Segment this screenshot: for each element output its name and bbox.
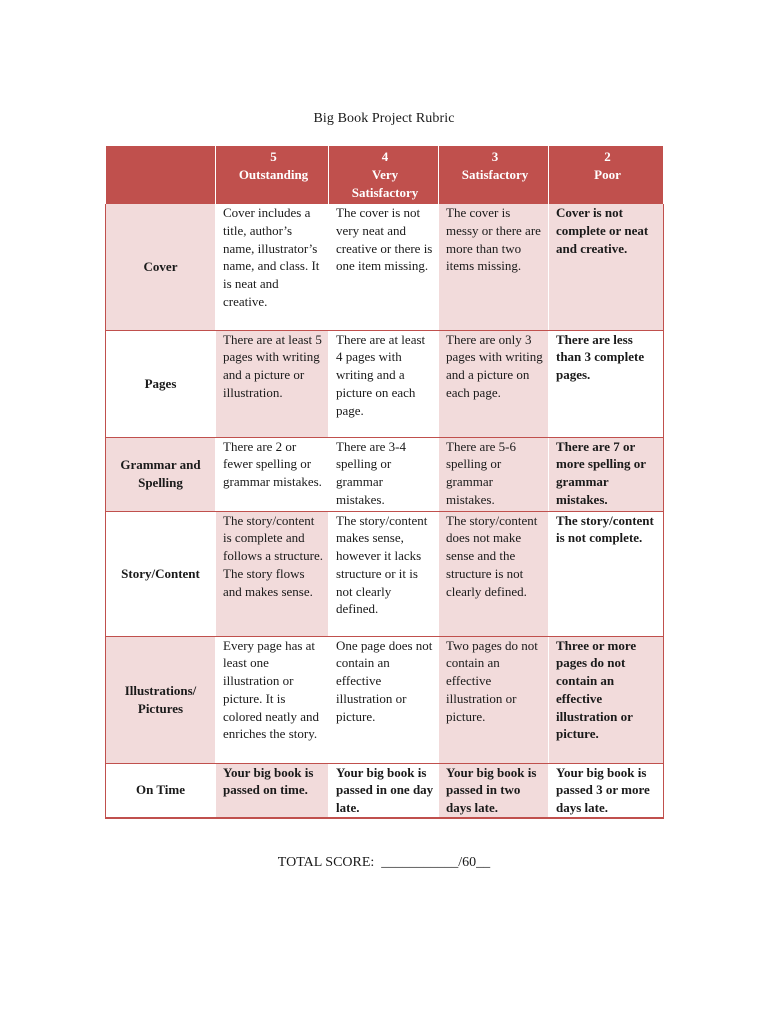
score-label: Outstanding <box>238 166 309 182</box>
row-criterion: Pages <box>106 330 216 437</box>
table-cell: Cover includes a title, author’s name, illustrator’s name, and class. It is neat and creative. <box>216 204 329 330</box>
header-cell-poor <box>549 146 664 204</box>
table-cell: The story/content is not complete. <box>549 511 664 636</box>
page-title: Big Book Project Rubric <box>313 111 455 126</box>
score-label: Satisfactory <box>461 166 529 182</box>
row-criterion: Illustrations/ Pictures <box>106 636 216 763</box>
total-score-label: TOTAL SCORE: <box>277 855 375 870</box>
header-cell-satisfactory <box>439 146 549 204</box>
row-criterion: Grammar and Spelling <box>106 437 216 511</box>
table-row <box>106 511 664 636</box>
score-value: 2 <box>604 149 611 164</box>
total-score-blank: ___________/60__ <box>381 855 491 870</box>
total-score <box>0 855 768 871</box>
table-cell: The cover is messy or there are more than two items missing. <box>439 204 549 330</box>
table-row <box>106 330 664 437</box>
table-cell: There are 2 or fewer spelling or grammar mistakes. <box>216 437 329 511</box>
row-criterion: Story/Content <box>106 511 216 636</box>
table-cell: Your big book is passed in two days late. <box>439 763 549 818</box>
table-cell: There are 3-4 spelling or grammar mistakes. <box>329 437 439 511</box>
table-cell: There are at least 4 pages with writing and a picture on each page. <box>329 330 439 437</box>
table-cell: Your big book is passed on time. <box>216 763 329 818</box>
table-cell: The story/content makes sense, however it lacks structure or it is not clearly defined. <box>329 511 439 636</box>
header-cell-very-satisfactory <box>329 146 439 204</box>
table-cell: The story/content is complete and follows a structure. The story flows and makes sense. <box>216 511 329 636</box>
table-cell: There are less than 3 complete pages. <box>549 330 664 437</box>
table-cell: The story/content does not make sense and the structure is not clearly defined. <box>439 511 549 636</box>
table-cell: The cover is not very neat and creative or there is one item missing. <box>329 204 439 330</box>
row-criterion: Cover <box>106 204 216 330</box>
score-label: Poor <box>594 166 621 182</box>
table-cell: One page does not contain an effective illustration or picture. <box>329 636 439 763</box>
table-cell: There are 5-6 spelling or grammar mistakes. <box>439 437 549 511</box>
table-cell: Cover is not complete or neat and creative. <box>549 204 664 330</box>
score-value: 5 <box>270 149 277 164</box>
row-criterion: On Time <box>106 763 216 818</box>
table-cell: There are at least 5 pages with writing and a picture or illustration. <box>216 330 329 437</box>
score-label: Very Satisfactory <box>351 166 419 200</box>
rubric-table <box>105 146 664 819</box>
table-cell: There are only 3 pages with writing and a picture on each page. <box>439 330 549 437</box>
table-row <box>106 763 664 818</box>
table-cell: There are 7 or more spelling or grammar mistakes. <box>549 437 664 511</box>
table-cell: Two pages do not contain an effective illustration or picture. <box>439 636 549 763</box>
header-cell-criterion <box>106 146 216 204</box>
table-cell: Your big book is passed in one day late. <box>329 763 439 818</box>
table-cell: Every page has at least one illustration or picture. It is colored neatly and enriches the story. <box>216 636 329 763</box>
header-row <box>106 146 664 204</box>
header-cell-outstanding <box>216 146 329 204</box>
table-row <box>106 204 664 330</box>
score-value: 4 <box>381 149 389 164</box>
table-row <box>106 636 664 763</box>
table-cell: Three or more pages do not contain an effective illustration or picture. <box>549 636 664 763</box>
table-cell: Your big book is passed 3 or more days late. <box>549 763 664 818</box>
table-row <box>106 437 664 511</box>
score-value: 3 <box>491 149 499 164</box>
